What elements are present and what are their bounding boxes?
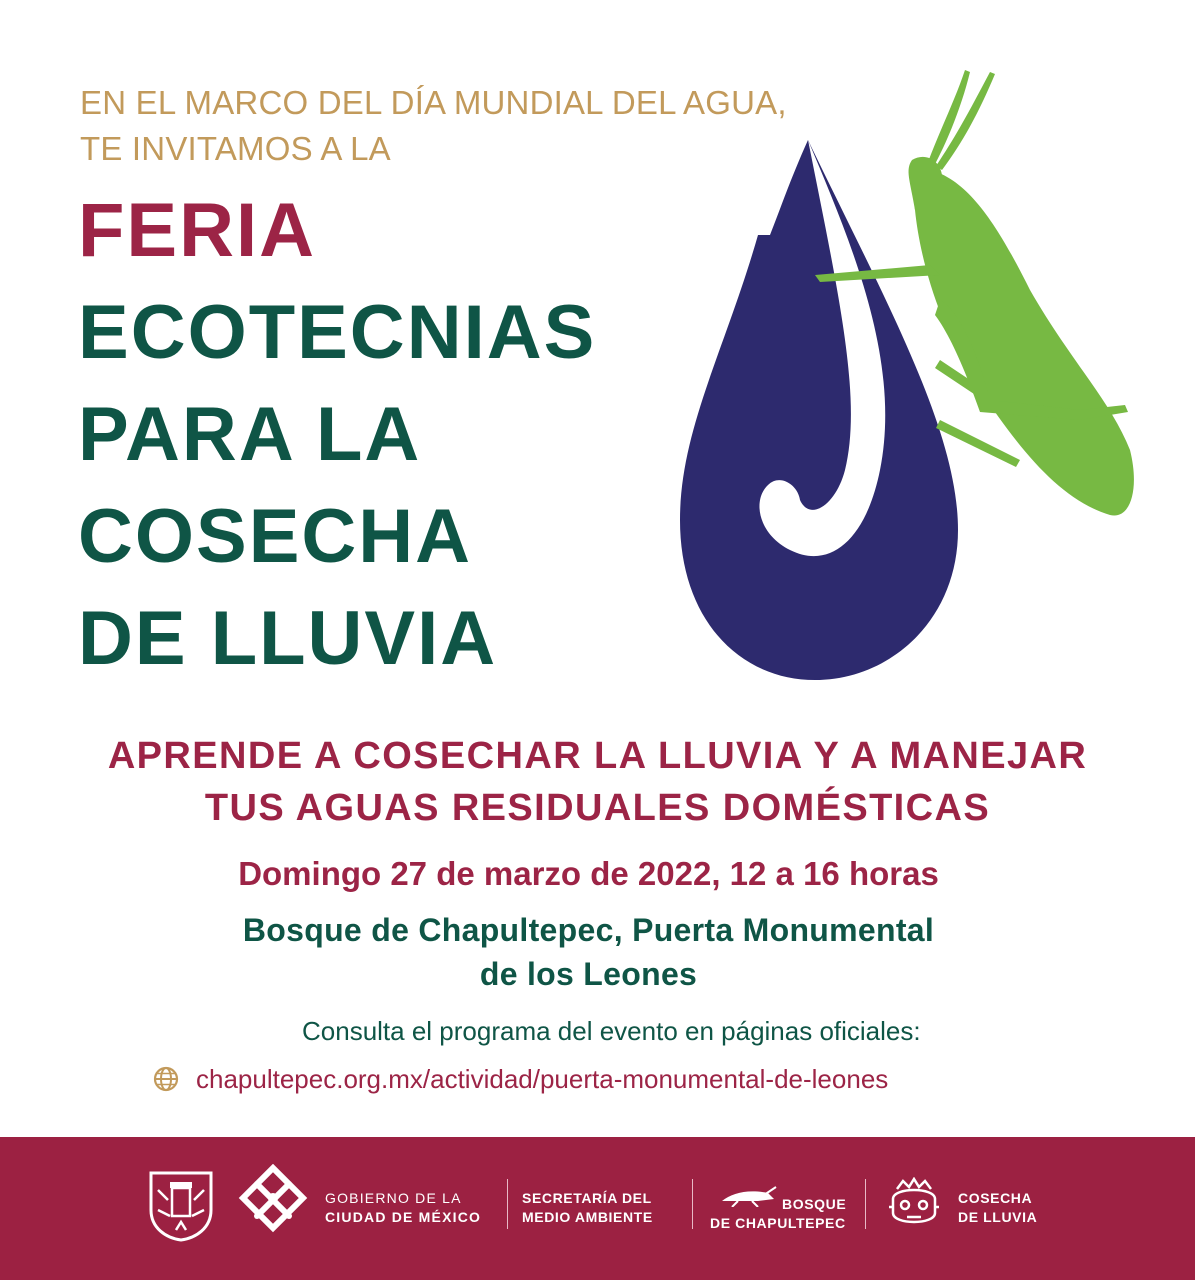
chapulin-icon (718, 1185, 778, 1207)
event-url-link[interactable]: chapultepec.org.mx/actividad/puerta-monumental-de-leones (196, 1064, 889, 1094)
tagline-line-1: APRENDE A COSECHAR LA LLUVIA Y A MANEJAR (107, 735, 1088, 777)
sedema-line-2: MEDIO AMBIENTE (522, 1209, 653, 1225)
sedema-line-1: SECRETARÍA DEL (522, 1190, 652, 1206)
event-place (0, 908, 1177, 996)
tagline (0, 730, 1195, 834)
gov-label (325, 1189, 481, 1227)
globe-icon (152, 1065, 180, 1093)
cosecha-label (958, 1189, 1037, 1227)
title-line-5: DE LLUVIA (78, 596, 498, 681)
cosecha-line-2: DE LLUVIA (958, 1209, 1038, 1225)
footer-divider (865, 1179, 866, 1229)
gov-line-1: GOBIERNO DE LA (325, 1190, 462, 1206)
url-row (152, 1060, 888, 1098)
footer-divider (507, 1179, 508, 1229)
title-line-2: ECOTECNIAS (78, 290, 597, 375)
place-line-2: de los Leones (479, 956, 698, 992)
footer-bar (0, 1137, 1195, 1280)
title-line-4: COSECHA (78, 494, 473, 579)
event-title (78, 180, 596, 690)
sedema-label (522, 1189, 653, 1227)
cdmx-shield-icon (148, 1170, 214, 1242)
water-drop-grasshopper-illustration (640, 60, 1160, 700)
event-date: Domingo 27 de marzo de 2022, 12 a 16 horas (238, 855, 939, 892)
cdmx-knot-logo-icon (237, 1164, 309, 1240)
tagline-line-2: TUS AGUAS RESIDUALES DOMÉSTICAS (204, 787, 991, 829)
place-line-1: Bosque de Chapultepec, Puerta Monumental (242, 912, 935, 948)
intro-line-1: EN EL MARCO DEL DÍA MUNDIAL DEL AGUA, (80, 84, 787, 121)
cosecha-mask-icon (885, 1177, 943, 1235)
title-line-1: FERIA (78, 188, 316, 273)
intro-line-2: TE INVITAMOS A LA (80, 130, 391, 167)
bosque-line-1: BOSQUE (782, 1196, 847, 1212)
water-drop-icon (680, 140, 958, 680)
footer-divider (692, 1179, 693, 1229)
cosecha-line-1: COSECHA (958, 1190, 1033, 1206)
bosque-line-2: DE CHAPULTEPEC (710, 1215, 846, 1231)
gov-line-2: CIUDAD DE MÉXICO (325, 1209, 482, 1225)
title-line-3: PARA LA (78, 392, 422, 477)
consult-text: Consulta el programa del evento en páginas oficiales: (302, 1016, 921, 1046)
